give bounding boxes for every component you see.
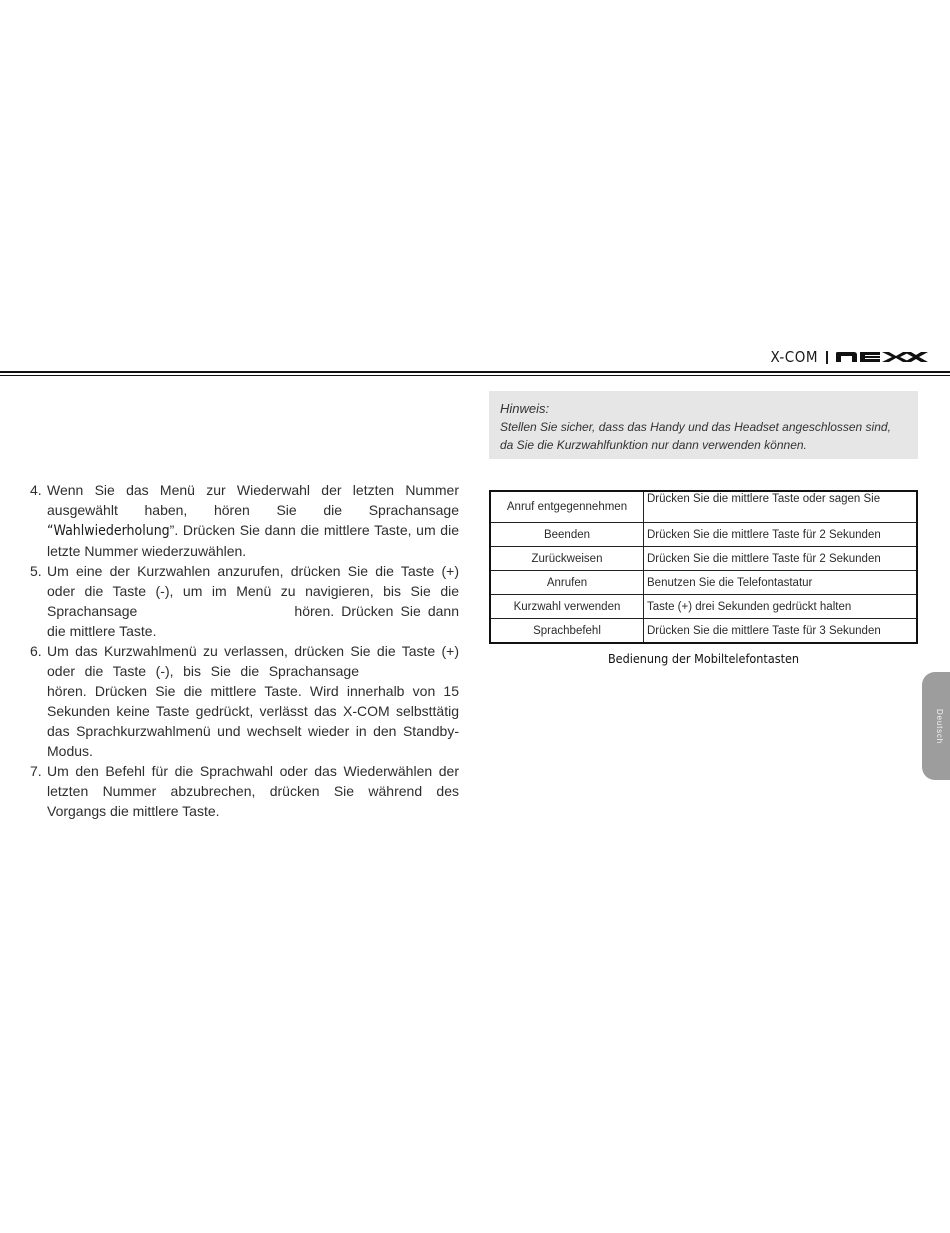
step-text-part: Wenn Sie das Menü zur Wiederwahl der letzten Nummer ausgewählt haben, hören Sie die Sprachansage: [47, 482, 459, 518]
table-cell-function: Beenden: [490, 523, 644, 547]
table-cell-action: Benutzen Sie die Telefontastatur: [644, 571, 918, 595]
table-row: [490, 547, 917, 571]
header-brand: [770, 347, 928, 367]
table-cell-function: Kurzwahl verwenden: [490, 595, 644, 619]
table-cell-function: Anrufen: [490, 571, 644, 595]
table-row: [490, 523, 917, 547]
step-text: [47, 480, 459, 561]
note-title: Hinweis:: [500, 401, 550, 416]
step-text: Um den Befehl für die Sprachwahl oder das Wiederwählen der letzten Nummer abzubrechen, drücken Sie während des Vorgangs die mittlere Taste.: [47, 763, 459, 819]
step-text-part: ”. Drücken Sie dann die mittlere Taste, um die letzte Nummer wiederzuwählen.: [47, 522, 459, 559]
step-text-part: Um das Kurzwahlmenü zu verlassen, drücken Sie die Taste (+) oder die Taste (-), bis Sie die Sprachansage: [47, 643, 459, 679]
note-line: Stellen Sie sicher, dass das Handy und das Headset angeschlossen sind,: [500, 420, 891, 434]
step-text-part: hören. Drücken Sie dann die mittlere Taste.: [47, 603, 459, 639]
table-caption: Bedienung der Mobiltelefontasten: [607, 651, 800, 666]
voice-prompt-redial: “Wahlwiederholung: [47, 523, 170, 539]
table-cell-action: Taste (+) drei Sekunden gedrückt halten: [644, 595, 918, 619]
table-row: [490, 595, 917, 619]
step-text: [47, 641, 459, 761]
step-text-part: Um eine der Kurzwahlen anzurufen, drücken Sie die Taste (+) oder die Taste (-), um im Menü zu navigieren, bis Sie die Sprachansage: [47, 563, 459, 619]
table-cell-action: Drücken Sie die mittlere Taste für 2 Sekunden: [644, 547, 918, 571]
note-box: [489, 391, 918, 459]
table-cell-function: Zurückweisen: [490, 547, 644, 571]
step-6: [30, 641, 459, 761]
step-number: 6.: [30, 643, 42, 659]
step-7: [30, 761, 459, 821]
step-text-part: hören. Drücken Sie die mittlere Taste. Wird innerhalb von 15 Sekunden keine Taste gedrückt, verlässt das X-COM selbsttätig das Sprachkurzwahlmenü und wechselt wieder in den Standby-Modus.: [47, 683, 459, 759]
nexx-logo: [836, 351, 928, 363]
table-cell-action: Drücken Sie die mittlere Taste oder sagen Sie: [644, 491, 918, 523]
table-row: [490, 571, 917, 595]
table-row: [490, 619, 917, 644]
language-tab-label: Deutsch: [935, 708, 944, 744]
table-cell-action: Drücken Sie die mittlere Taste für 3 Sekunden: [644, 619, 918, 644]
step-4: [30, 480, 459, 561]
model-name: X-COM: [770, 348, 818, 366]
table-row: [490, 491, 917, 523]
header-rule: [0, 371, 950, 373]
step-5: [30, 561, 459, 641]
step-text: [47, 561, 459, 641]
language-tab: [922, 672, 950, 780]
brand-separator: [826, 351, 828, 364]
header-rule-thin: [0, 375, 950, 376]
step-number: 5.: [30, 563, 42, 579]
table-cell-function: Anruf entgegennehmen: [490, 491, 644, 523]
note-line: da Sie die Kurzwahlfunktion nur dann verwenden können.: [500, 438, 807, 452]
table-cell-function: Sprachbefehl: [490, 619, 644, 644]
steps-list: [30, 480, 459, 821]
step-number: 7.: [30, 763, 42, 779]
table-cell-action: Drücken Sie die mittlere Taste für 2 Sekunden: [644, 523, 918, 547]
step-number: 4.: [30, 482, 42, 498]
phone-buttons-table: [489, 490, 918, 644]
